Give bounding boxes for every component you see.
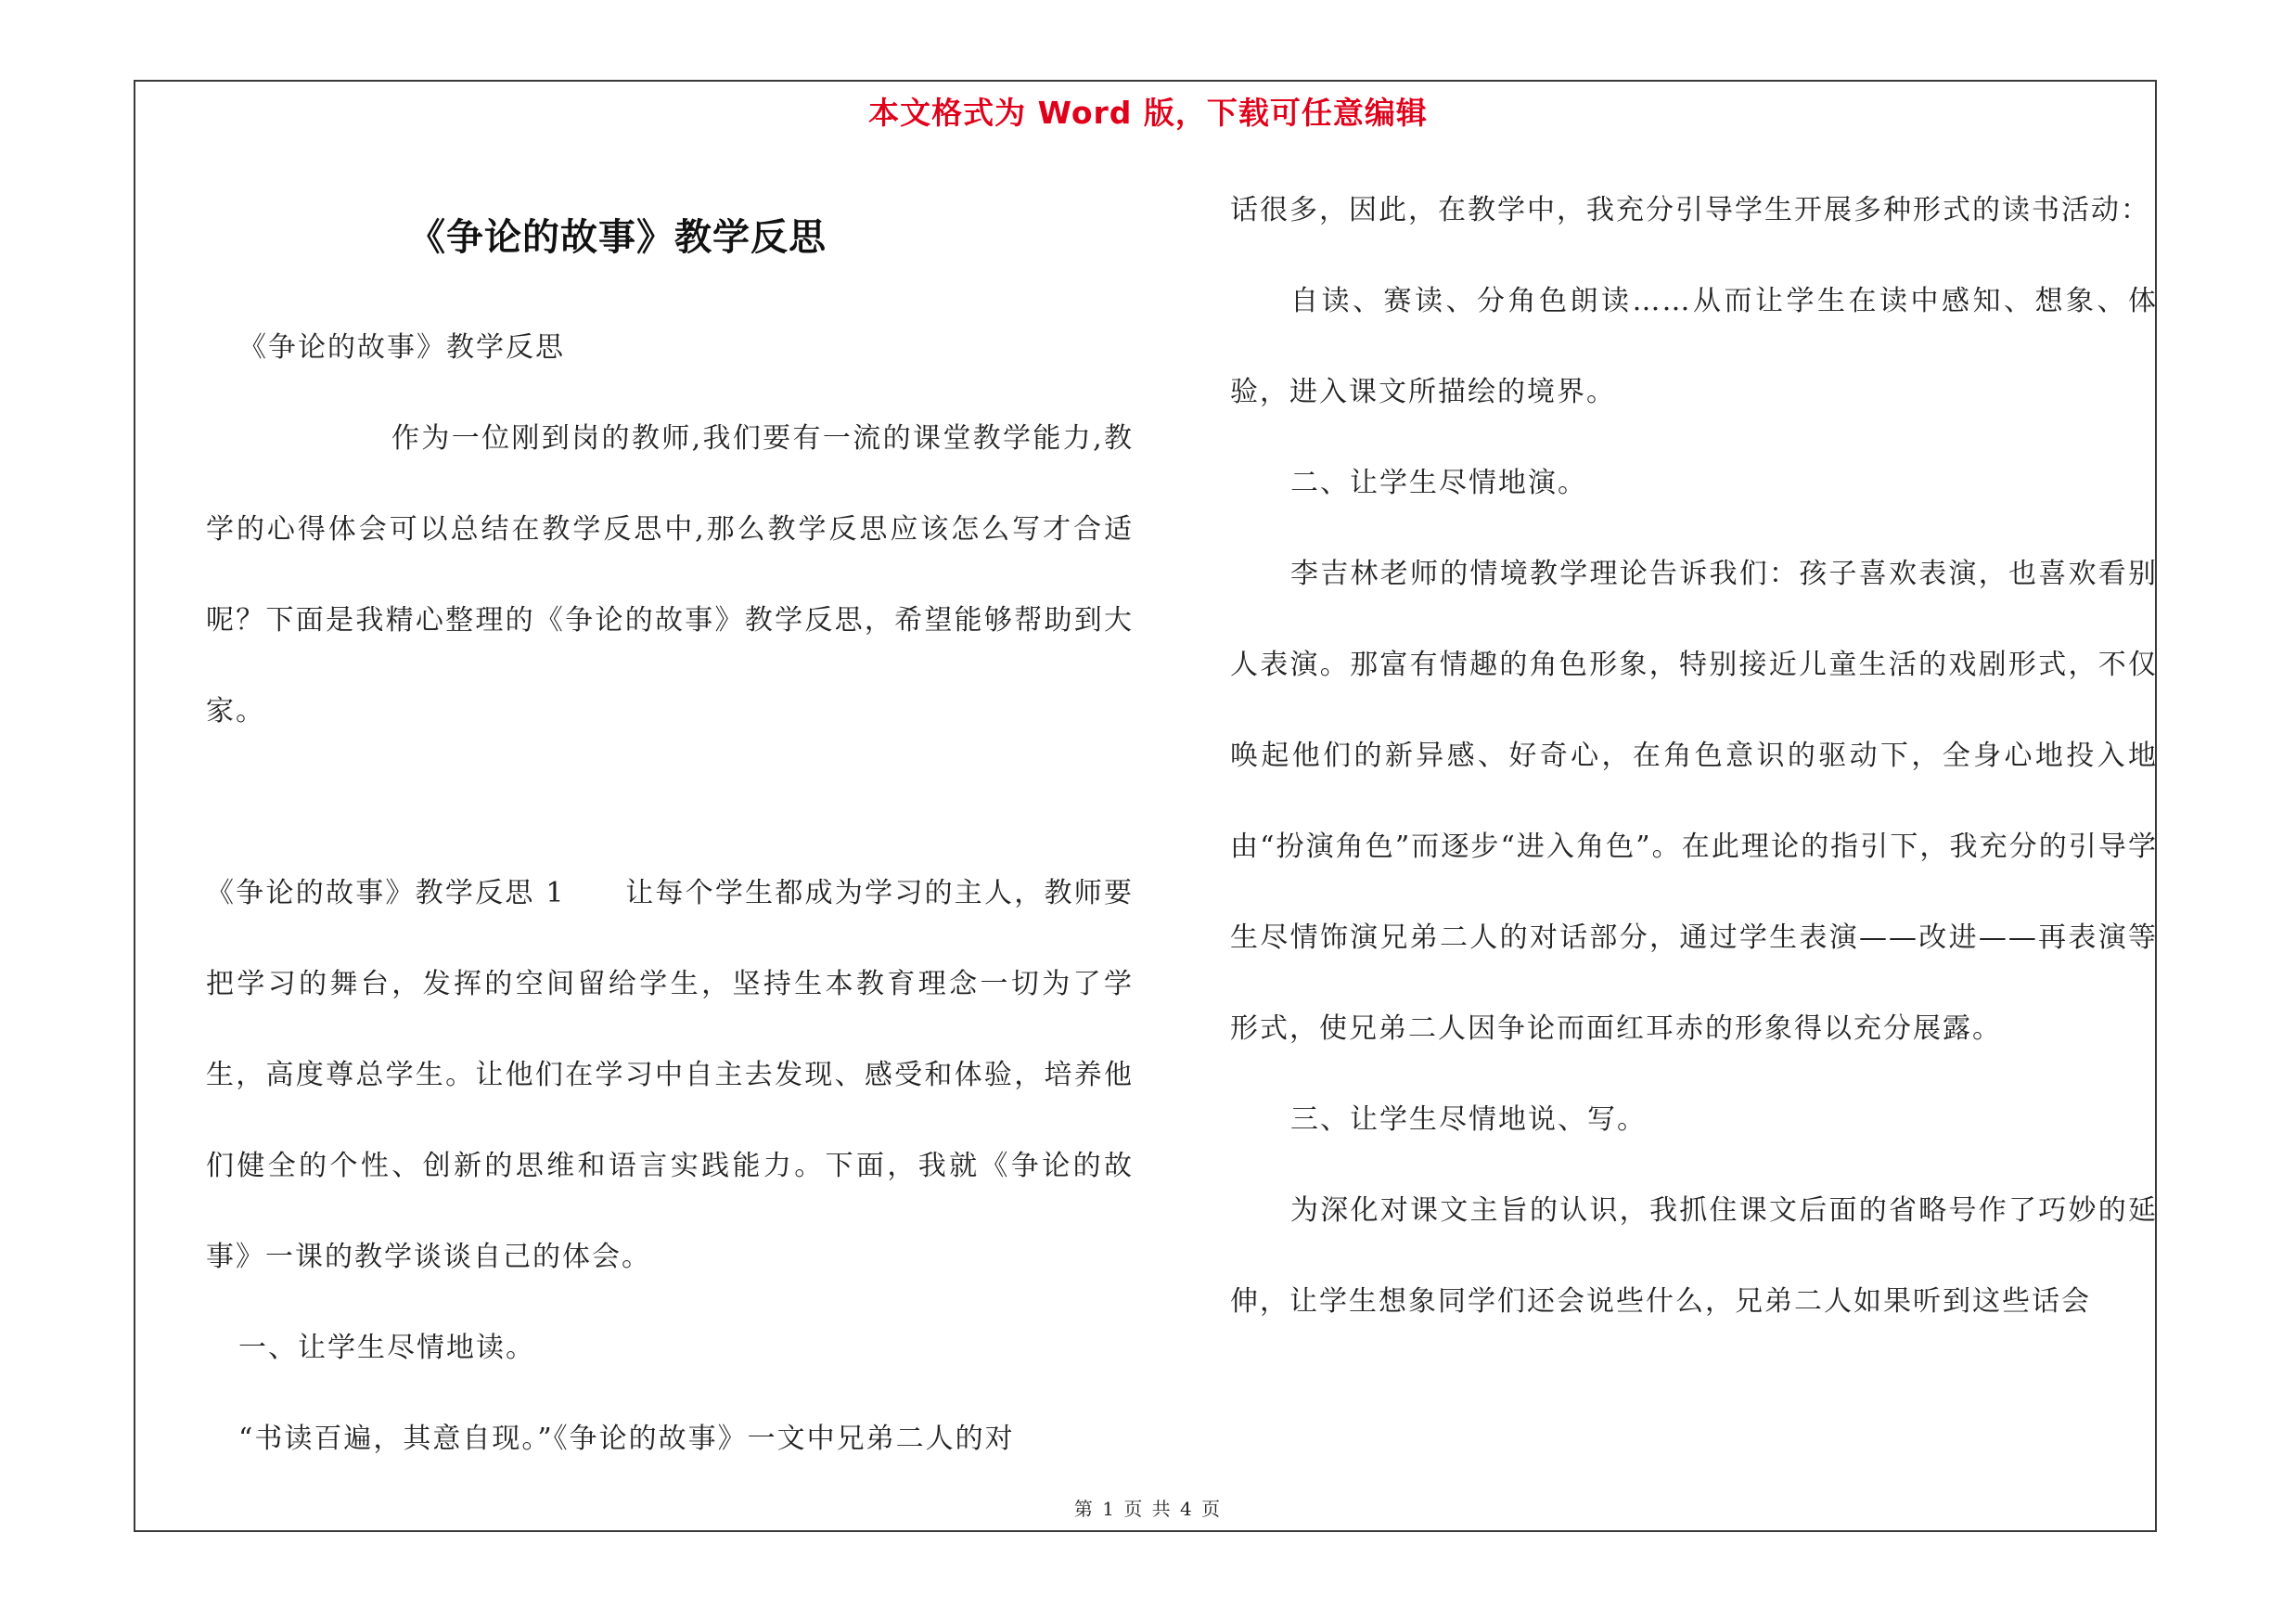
spacer xyxy=(206,757,1134,848)
heading-read: 一、让学生尽情地读。 xyxy=(238,1332,535,1364)
paragraph-quote: “书读百遍，其意自现。”《争论的故事》一文中兄弟二人的对 xyxy=(238,1423,1015,1455)
section-1-paragraph: 《争论的故事》教学反思 1 让每个学生都成为学习的主人，教师要把学习的舞台，发挥的空间留给学生，坚持生本教育理念一切为了学生，高度尊总学生。让他们在学习中自主去发现、感受和体验，培养他们健全的个性、创新的思维和语言实践能力。下面，我就《争论的故事》一课的教学谈谈自己的体会。 xyxy=(206,877,1134,1273)
subtitle: 《争论的故事》教学反思 xyxy=(238,331,565,364)
intro-paragraph: 作为一位刚到岗的教师,我们要有一流的课堂教学能力,教学的心得体会可以总结在教学反思中,那么教学反思应该怎么写才合适呢？下面是我精心整理的《争论的故事》教学反思，希望能够帮助到大家。 xyxy=(206,422,1134,728)
left-column xyxy=(206,303,1134,1485)
right-column xyxy=(1230,165,2158,1347)
document-title: 《争论的故事》教学反思 xyxy=(408,216,827,259)
heading-speak-write: 三、让学生尽情地说、写。 xyxy=(1290,1103,1647,1136)
paragraph-situational-teaching: 李吉林老师的情境教学理论告诉我们：孩子喜欢表演，也喜欢看别人表演。那富有情趣的角色形象，特别接近儿童生活的戏剧形式，不仅唤起他们的新异感、好奇心，在角色意识的驱动下，全身心地投入地由“扮演角色”而逐步“进入角色”。在此理论的指引下，我充分的引导学生尽情饰演兄弟二人的对话部分，通过学生表演——改进——再表演等形式，使兄弟二人因争论而面红耳赤的形象得以充分展露。 xyxy=(1230,558,2158,1045)
paragraph-extension: 为深化对课文主旨的认识，我抓住课文后面的省略号作了巧妙的延伸，让学生想象同学们还会说些什么，兄弟二人如果听到这些话会 xyxy=(1230,1194,2158,1318)
heading-act: 二、让学生尽情地演。 xyxy=(1290,467,1587,499)
paragraph-continued: 话很多，因此，在教学中，我充分引导学生开展多种形式的读书活动： xyxy=(1230,194,2150,226)
format-banner: 本文格式为 Word 版，下载可任意编辑 xyxy=(868,95,1428,131)
page-number-footer: 第 1 页 共 4 页 xyxy=(1073,1498,1223,1520)
paragraph-reading-activities: 自读、赛读、分角色朗读……从而让学生在读中感知、想象、体验，进入课文所描绘的境界。 xyxy=(1230,285,2158,408)
